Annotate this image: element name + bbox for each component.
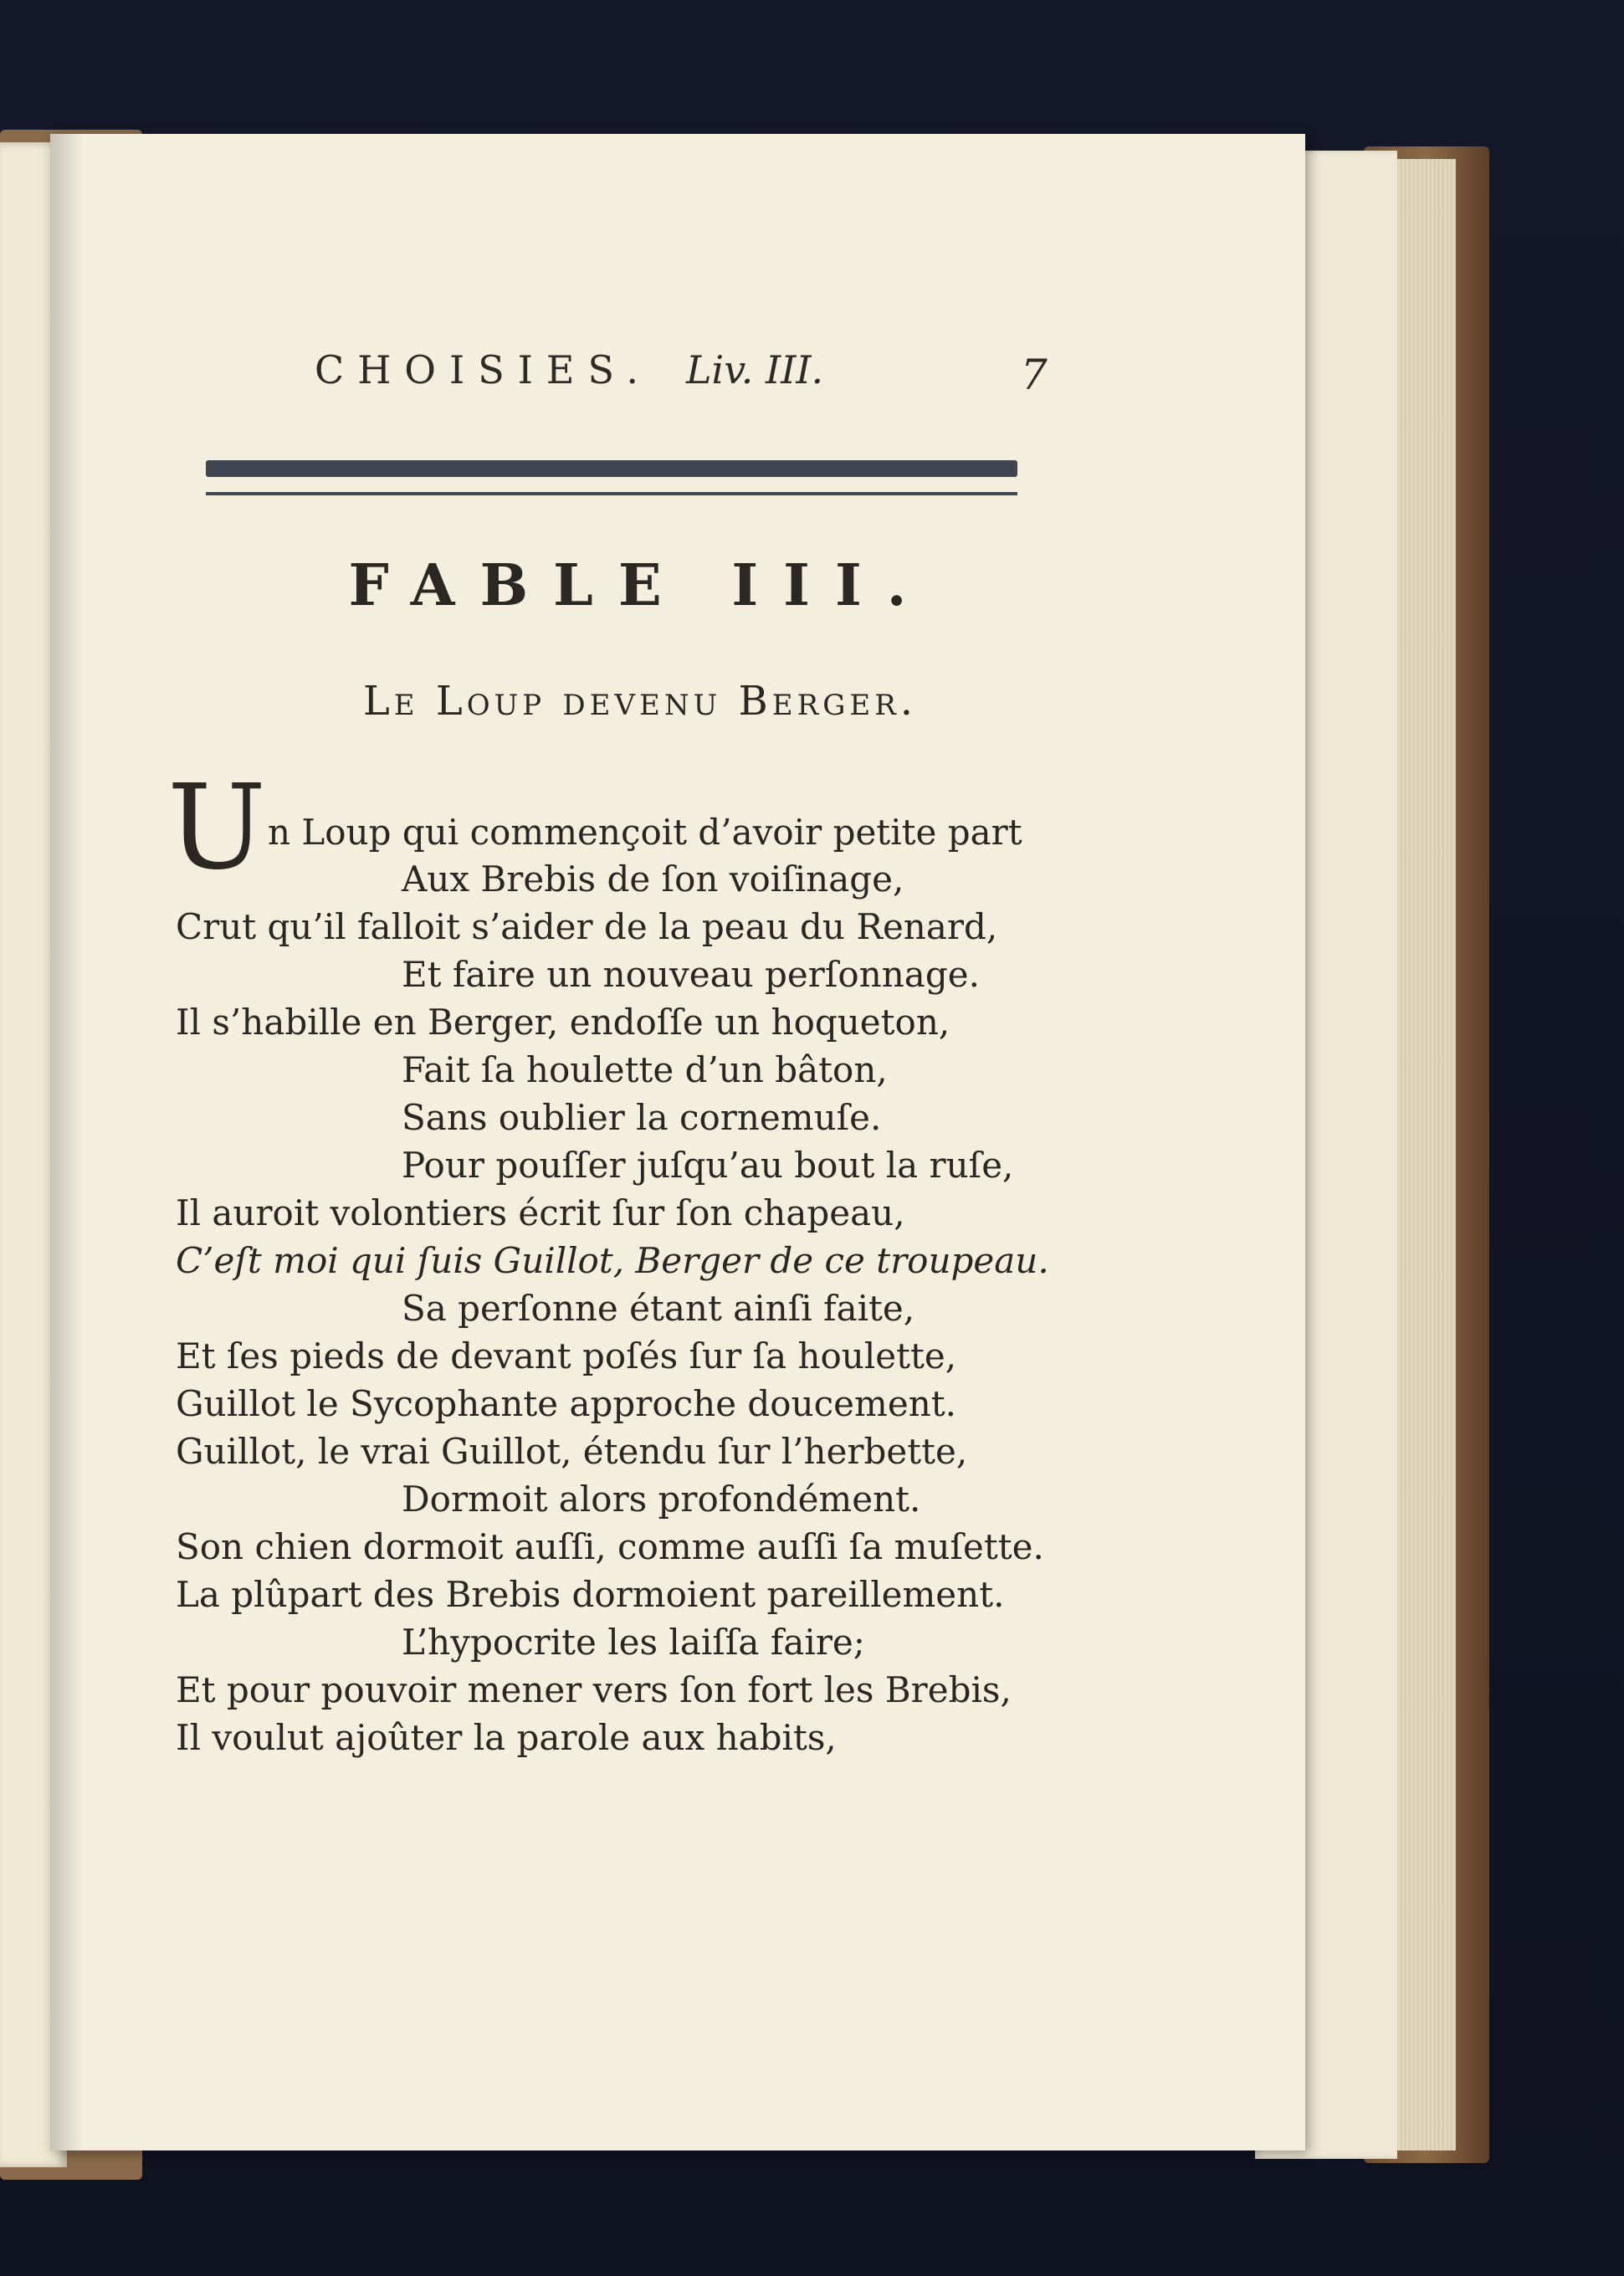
verse-line: Son chien dormoit auſſi, comme auſſi ſa muſette. [176, 1526, 1044, 1567]
verse-line: Et ſes pieds de devant poſés ſur ſa houlette, [176, 1335, 957, 1376]
verse-line-first: n Loup qui commençoit d’avoir petite part [268, 812, 1022, 853]
verse-line: Guillot, le vrai Guillot, étendu ſur l’herbette, [176, 1431, 968, 1472]
verse-line: Pour pouſſer juſqu’au bout la ruſe, [402, 1145, 1014, 1186]
verse-line: Aux Brebis de ſon voiſinage, [402, 859, 904, 900]
verse-line: Dormoit alors profondément. [402, 1479, 921, 1520]
fable-number: FABLE III. [348, 552, 932, 619]
verse-line: Il auroit volontiers écrit ſur ſon chapeau, [176, 1192, 905, 1233]
verse-line: Sa perſonne étant ainſi faite, [402, 1288, 915, 1329]
verse-line: C’eſt moi qui ſuis Guillot, Berger de ce troupeau. [176, 1240, 1049, 1281]
verse-block [50, 134, 1305, 2150]
verse-line: Crut qu’il falloit s’aider de la peau du Renard, [176, 906, 998, 947]
verse-line: Il voulut ajoûter la parole aux habits, [176, 1717, 837, 1758]
verse-line: Et pour pouvoir mener vers ſon fort les Brebis, [176, 1669, 1012, 1710]
verse-line: Fait ſa houlette d’un bâton, [402, 1049, 888, 1090]
book-page [50, 134, 1305, 2150]
verse-line: L’hypocrite les laiſſa faire; [402, 1622, 865, 1663]
verse-line: Sans oublier la cornemuſe. [402, 1097, 882, 1138]
fable-title: Le Loup devenu Berger. [362, 678, 918, 725]
verse-line: La plûpart des Brebis dormoient pareillement. [176, 1574, 1005, 1615]
running-head-book: Liv. III. [686, 347, 824, 392]
verse-line: Et faire un nouveau perſonnage. [402, 954, 980, 995]
page-edges [1389, 159, 1456, 2150]
drop-cap: U [167, 760, 266, 896]
verse-line: Guillot le Sycophante approche doucement. [176, 1383, 956, 1424]
page-number: 7 [1021, 351, 1048, 399]
verse-line: Il s’habille en Berger, endoſſe un hoqueton, [176, 1002, 950, 1043]
running-head-title: CHOISIES. [315, 347, 652, 392]
